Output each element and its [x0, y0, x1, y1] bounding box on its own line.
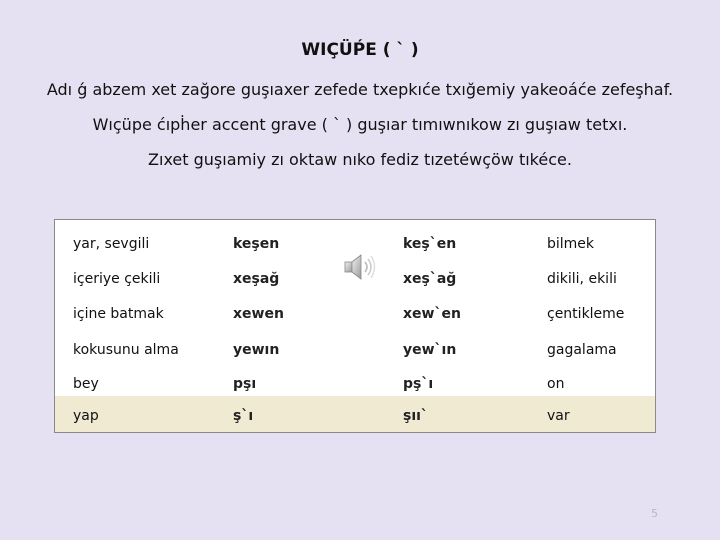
turkish-meaning: içeriye çekili — [73, 271, 161, 287]
plain-word: xeşağ — [233, 271, 280, 287]
turkish-meaning-2: gagalama — [547, 342, 617, 358]
turkish-meaning-2: bilmek — [547, 236, 595, 252]
table-row — [55, 396, 655, 432]
turkish-meaning: yar, sevgili — [73, 236, 150, 252]
paragraph-line-1: Adı ǵ abzem xet zağore guşıaxer zefede txepkıće txığemiy yakeoáće zefeşhaf. — [46, 80, 674, 99]
turkish-meaning-2: dikili, ekili — [547, 271, 617, 287]
turkish-meaning-2: on — [547, 376, 565, 392]
grave-word: keş`en — [403, 236, 457, 252]
grave-word: şıı` — [403, 408, 428, 424]
plain-word: ş`ı — [233, 408, 254, 424]
paragraph-line-3: Zıxet guşıamiy zı oktaw nıko fediz tızetéwçöw tıkéce. — [148, 150, 572, 169]
page-number: 5 — [651, 507, 658, 520]
table-row — [55, 330, 655, 366]
paragraph-line-2: Wıçüpe ćıpḣer accent grave ( ` ) guşıar tımıwnıkow zı guşıaw tetxı. — [92, 115, 628, 134]
speaker-icon[interactable] — [343, 252, 377, 282]
plain-word: yewın — [233, 342, 280, 358]
table-row — [55, 364, 655, 400]
turkish-meaning-2: çentikleme — [547, 306, 625, 322]
table-row — [55, 294, 655, 330]
turkish-meaning: kokusunu alma — [73, 342, 179, 358]
grave-word: yew`ın — [403, 342, 457, 358]
turkish-meaning-2: var — [547, 408, 570, 424]
slide-title: WIÇÜṔE ( ` ) — [301, 40, 419, 60]
plain-word: pşı — [233, 376, 257, 392]
grave-word: pş`ı — [403, 376, 434, 392]
grave-word: xeş`ağ — [403, 271, 457, 287]
grave-word: xew`en — [403, 306, 461, 322]
turkish-meaning: bey — [73, 376, 99, 392]
plain-word: keşen — [233, 236, 280, 252]
plain-word: xewen — [233, 306, 284, 322]
turkish-meaning: yap — [73, 408, 99, 424]
turkish-meaning: içine batmak — [73, 306, 164, 322]
